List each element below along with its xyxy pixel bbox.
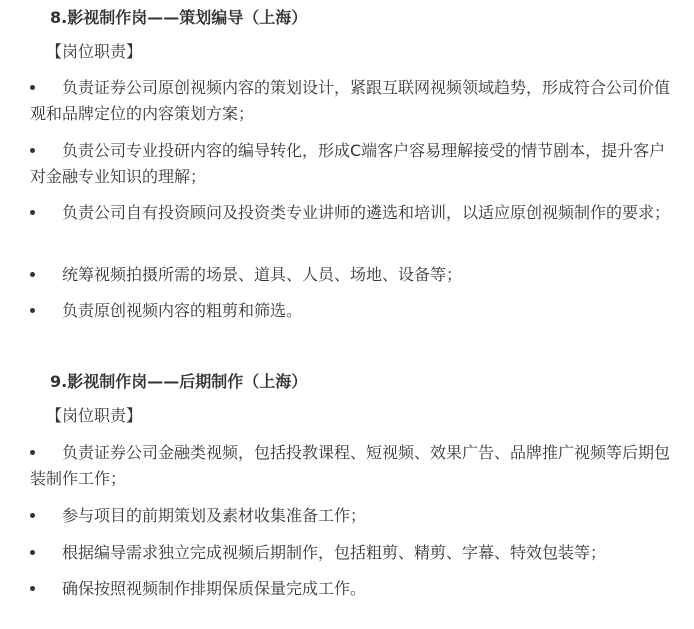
bullet-icon — [30, 450, 35, 455]
list-item-text: 负责原创视频内容的粗剪和筛选。 — [62, 301, 303, 320]
list-item-text: 统筹视频拍摄所需的场景、道具、人员、场地、设备等； — [62, 265, 463, 284]
list-item-text: 负责公司自有投资顾问及投资类专业讲师的遴选和培训，以适应原创视频制作的要求； — [62, 203, 671, 222]
list-item-text: 负责证券公司原创视频内容的策划设计，紧跟互联网视频领域趋势，形成符合公司价值观和品牌定位的内容策划方案； — [30, 78, 671, 123]
bullet-icon — [30, 586, 35, 591]
section-9-title: 9.影视制作岗——后期制作（上海） — [50, 372, 308, 391]
section-8-duties-label: 【岗位职责】 — [46, 42, 143, 61]
list-item — [52, 503, 662, 529]
list-item — [30, 440, 671, 492]
list-item — [52, 298, 662, 324]
bullet-icon — [30, 308, 35, 313]
list-item-text: 负责公司专业投研内容的编导转化，形成C端客户容易理解接受的情节剧本，提升客户对金融专业知识的理解； — [30, 141, 666, 186]
list-item — [52, 262, 662, 288]
list-item-text: 根据编导需求独立完成视频后期制作，包括粗剪、精剪、字幕、特效包装等； — [62, 543, 607, 562]
list-item — [52, 200, 671, 226]
list-item — [30, 138, 666, 190]
bullet-icon — [30, 210, 35, 215]
bullet-icon — [30, 85, 35, 90]
list-item-text: 参与项目的前期策划及素材收集准备工作； — [62, 506, 367, 525]
list-item-text: 负责证券公司金融类视频，包括投教课程、短视频、效果广告、品牌推广视频等后期包装制作工作； — [30, 443, 671, 488]
list-item — [52, 576, 662, 602]
section-9-duties-label: 【岗位职责】 — [46, 406, 143, 425]
list-item — [30, 75, 671, 127]
bullet-icon — [30, 513, 35, 518]
bullet-icon — [30, 272, 35, 277]
list-item-text: 确保按照视频制作排期保质保量完成工作。 — [62, 579, 367, 598]
section-8-title: 8.影视制作岗——策划编导（上海） — [50, 8, 308, 27]
bullet-icon — [30, 550, 35, 555]
bullet-icon — [30, 148, 35, 153]
list-item — [52, 540, 662, 566]
